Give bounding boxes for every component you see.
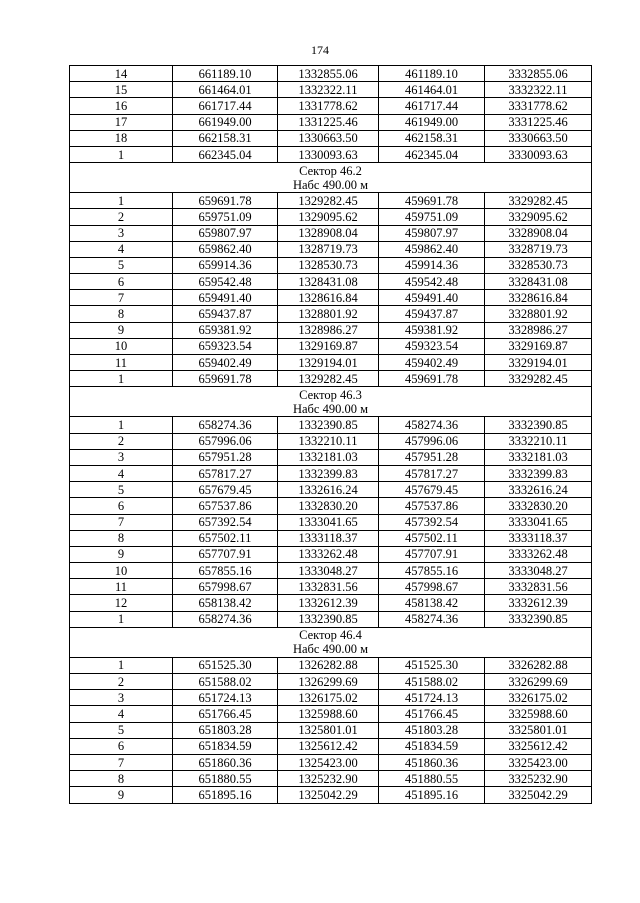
y-local-cell: 3328986.27 bbox=[485, 322, 592, 338]
table-row bbox=[70, 355, 592, 371]
x-local-cell: 451803.28 bbox=[379, 722, 485, 738]
x-local-cell: 459402.49 bbox=[379, 355, 485, 371]
x-coordinate-cell: 659691.78 bbox=[173, 193, 278, 209]
sector-header-cell bbox=[70, 627, 592, 657]
y-local-cell: 3326282.88 bbox=[485, 657, 592, 673]
point-number-cell: 8 bbox=[70, 530, 173, 546]
y-coordinate-cell: 1326299.69 bbox=[278, 674, 379, 690]
table-row bbox=[70, 722, 592, 738]
y-local-cell: 3328801.92 bbox=[485, 306, 592, 322]
y-coordinate-cell: 1332399.83 bbox=[278, 465, 379, 481]
y-coordinate-cell: 1325988.60 bbox=[278, 706, 379, 722]
y-coordinate-cell: 1330663.50 bbox=[278, 130, 379, 146]
point-number-cell: 1 bbox=[70, 371, 173, 387]
x-coordinate-cell: 659807.97 bbox=[173, 225, 278, 241]
x-local-cell: 457537.86 bbox=[379, 498, 485, 514]
point-number-cell: 4 bbox=[70, 465, 173, 481]
x-coordinate-cell: 651860.36 bbox=[173, 754, 278, 770]
y-coordinate-cell: 1326282.88 bbox=[278, 657, 379, 673]
y-local-cell: 3326175.02 bbox=[485, 690, 592, 706]
y-coordinate-cell: 1329169.87 bbox=[278, 338, 379, 354]
y-local-cell: 3328530.73 bbox=[485, 257, 592, 273]
y-local-cell: 3333048.27 bbox=[485, 563, 592, 579]
table-row bbox=[70, 66, 592, 82]
sector-header-cell bbox=[70, 163, 592, 193]
y-coordinate-cell: 1333041.65 bbox=[278, 514, 379, 530]
x-local-cell: 459542.48 bbox=[379, 274, 485, 290]
point-number-cell: 9 bbox=[70, 787, 173, 803]
x-local-cell: 458274.36 bbox=[379, 417, 485, 433]
table-row bbox=[70, 146, 592, 162]
y-local-cell: 3325988.60 bbox=[485, 706, 592, 722]
point-number-cell: 11 bbox=[70, 579, 173, 595]
y-local-cell: 3331778.62 bbox=[485, 98, 592, 114]
table-row bbox=[70, 338, 592, 354]
y-local-cell: 3328719.73 bbox=[485, 241, 592, 257]
sector-title: Сектор 46.4 bbox=[299, 628, 362, 643]
y-coordinate-cell: 1329194.01 bbox=[278, 355, 379, 371]
point-number-cell: 17 bbox=[70, 114, 173, 130]
x-local-cell: 451724.13 bbox=[379, 690, 485, 706]
table-row bbox=[70, 563, 592, 579]
x-coordinate-cell: 651895.16 bbox=[173, 787, 278, 803]
table-row bbox=[70, 787, 592, 803]
table-row bbox=[70, 706, 592, 722]
x-coordinate-cell: 651525.30 bbox=[173, 657, 278, 673]
x-local-cell: 459323.54 bbox=[379, 338, 485, 354]
point-number-cell: 12 bbox=[70, 595, 173, 611]
y-local-cell: 3328616.84 bbox=[485, 290, 592, 306]
x-coordinate-cell: 662345.04 bbox=[173, 146, 278, 162]
table-row bbox=[70, 482, 592, 498]
x-coordinate-cell: 657707.91 bbox=[173, 546, 278, 562]
x-coordinate-cell: 651834.59 bbox=[173, 738, 278, 754]
x-coordinate-cell: 661189.10 bbox=[173, 66, 278, 82]
x-coordinate-cell: 658274.36 bbox=[173, 417, 278, 433]
x-coordinate-cell: 651766.45 bbox=[173, 706, 278, 722]
point-number-cell: 14 bbox=[70, 66, 173, 82]
x-coordinate-cell: 657679.45 bbox=[173, 482, 278, 498]
x-coordinate-cell: 651803.28 bbox=[173, 722, 278, 738]
x-local-cell: 451766.45 bbox=[379, 706, 485, 722]
table-row bbox=[70, 690, 592, 706]
x-local-cell: 457951.28 bbox=[379, 449, 485, 465]
y-coordinate-cell: 1332390.85 bbox=[278, 611, 379, 627]
y-local-cell: 3333118.37 bbox=[485, 530, 592, 546]
y-coordinate-cell: 1332210.11 bbox=[278, 433, 379, 449]
x-coordinate-cell: 657951.28 bbox=[173, 449, 278, 465]
sector-elevation: Набс 490.00 м bbox=[292, 401, 369, 416]
y-local-cell: 3332830.20 bbox=[485, 498, 592, 514]
point-number-cell: 8 bbox=[70, 771, 173, 787]
point-number-cell: 10 bbox=[70, 563, 173, 579]
x-coordinate-cell: 661717.44 bbox=[173, 98, 278, 114]
x-coordinate-cell: 657392.54 bbox=[173, 514, 278, 530]
x-local-cell: 459381.92 bbox=[379, 322, 485, 338]
y-local-cell: 3332390.85 bbox=[485, 611, 592, 627]
point-number-cell: 3 bbox=[70, 225, 173, 241]
point-number-cell: 4 bbox=[70, 706, 173, 722]
x-local-cell: 457817.27 bbox=[379, 465, 485, 481]
x-coordinate-cell: 659691.78 bbox=[173, 371, 278, 387]
x-coordinate-cell: 651588.02 bbox=[173, 674, 278, 690]
y-local-cell: 3330663.50 bbox=[485, 130, 592, 146]
y-coordinate-cell: 1332181.03 bbox=[278, 449, 379, 465]
point-number-cell: 9 bbox=[70, 322, 173, 338]
point-number-cell: 10 bbox=[70, 338, 173, 354]
y-coordinate-cell: 1328908.04 bbox=[278, 225, 379, 241]
table-row bbox=[70, 241, 592, 257]
x-local-cell: 461949.00 bbox=[379, 114, 485, 130]
table-row bbox=[70, 449, 592, 465]
coordinates-table bbox=[69, 65, 592, 804]
point-number-cell: 4 bbox=[70, 241, 173, 257]
y-local-cell: 3332322.11 bbox=[485, 82, 592, 98]
sector-header-row bbox=[70, 163, 592, 193]
y-local-cell: 3325612.42 bbox=[485, 738, 592, 754]
y-coordinate-cell: 1329282.45 bbox=[278, 371, 379, 387]
y-local-cell: 3329095.62 bbox=[485, 209, 592, 225]
x-local-cell: 457998.67 bbox=[379, 579, 485, 595]
table-row bbox=[70, 274, 592, 290]
table-row bbox=[70, 306, 592, 322]
y-local-cell: 3333262.48 bbox=[485, 546, 592, 562]
point-number-cell: 3 bbox=[70, 449, 173, 465]
y-local-cell: 3332390.85 bbox=[485, 417, 592, 433]
point-number-cell: 9 bbox=[70, 546, 173, 562]
point-number-cell: 1 bbox=[70, 417, 173, 433]
y-local-cell: 3325801.01 bbox=[485, 722, 592, 738]
y-coordinate-cell: 1330093.63 bbox=[278, 146, 379, 162]
y-coordinate-cell: 1333048.27 bbox=[278, 563, 379, 579]
point-number-cell: 1 bbox=[70, 657, 173, 673]
x-local-cell: 461464.01 bbox=[379, 82, 485, 98]
table-row bbox=[70, 322, 592, 338]
x-local-cell: 451880.55 bbox=[379, 771, 485, 787]
x-coordinate-cell: 659751.09 bbox=[173, 209, 278, 225]
page-number: 174 bbox=[311, 43, 329, 57]
x-local-cell: 451588.02 bbox=[379, 674, 485, 690]
x-local-cell: 459691.78 bbox=[379, 371, 485, 387]
y-coordinate-cell: 1326175.02 bbox=[278, 690, 379, 706]
y-local-cell: 3329282.45 bbox=[485, 193, 592, 209]
x-coordinate-cell: 651724.13 bbox=[173, 690, 278, 706]
y-coordinate-cell: 1328801.92 bbox=[278, 306, 379, 322]
y-local-cell: 3329282.45 bbox=[485, 371, 592, 387]
x-coordinate-cell: 661464.01 bbox=[173, 82, 278, 98]
x-local-cell: 457502.11 bbox=[379, 530, 485, 546]
table-row bbox=[70, 290, 592, 306]
table-row bbox=[70, 417, 592, 433]
y-coordinate-cell: 1332612.39 bbox=[278, 595, 379, 611]
y-coordinate-cell: 1332616.24 bbox=[278, 482, 379, 498]
y-coordinate-cell: 1329282.45 bbox=[278, 193, 379, 209]
y-coordinate-cell: 1332322.11 bbox=[278, 82, 379, 98]
table-row bbox=[70, 193, 592, 209]
x-coordinate-cell: 659914.36 bbox=[173, 257, 278, 273]
x-coordinate-cell: 657817.27 bbox=[173, 465, 278, 481]
y-local-cell: 3325232.90 bbox=[485, 771, 592, 787]
x-local-cell: 462158.31 bbox=[379, 130, 485, 146]
x-local-cell: 459807.97 bbox=[379, 225, 485, 241]
x-local-cell: 462345.04 bbox=[379, 146, 485, 162]
table-row bbox=[70, 130, 592, 146]
point-number-cell: 1 bbox=[70, 611, 173, 627]
x-coordinate-cell: 657996.06 bbox=[173, 433, 278, 449]
table-row bbox=[70, 433, 592, 449]
y-coordinate-cell: 1325423.00 bbox=[278, 754, 379, 770]
x-local-cell: 459691.78 bbox=[379, 193, 485, 209]
point-number-cell: 2 bbox=[70, 209, 173, 225]
x-local-cell: 461189.10 bbox=[379, 66, 485, 82]
table-row bbox=[70, 546, 592, 562]
y-local-cell: 3326299.69 bbox=[485, 674, 592, 690]
x-local-cell: 457679.45 bbox=[379, 482, 485, 498]
table-row bbox=[70, 498, 592, 514]
table-row bbox=[70, 465, 592, 481]
point-number-cell: 6 bbox=[70, 274, 173, 290]
sector-title: Сектор 46.2 bbox=[299, 163, 362, 178]
y-coordinate-cell: 1333118.37 bbox=[278, 530, 379, 546]
y-coordinate-cell: 1325612.42 bbox=[278, 738, 379, 754]
x-local-cell: 459437.87 bbox=[379, 306, 485, 322]
y-coordinate-cell: 1333262.48 bbox=[278, 546, 379, 562]
point-number-cell: 1 bbox=[70, 193, 173, 209]
x-local-cell: 461717.44 bbox=[379, 98, 485, 114]
x-local-cell: 459751.09 bbox=[379, 209, 485, 225]
point-number-cell: 2 bbox=[70, 433, 173, 449]
x-local-cell: 451860.36 bbox=[379, 754, 485, 770]
table-row bbox=[70, 738, 592, 754]
point-number-cell: 5 bbox=[70, 482, 173, 498]
table-row bbox=[70, 674, 592, 690]
point-number-cell: 7 bbox=[70, 514, 173, 530]
sector-elevation: Набс 490.00 м bbox=[292, 642, 369, 657]
table-row bbox=[70, 611, 592, 627]
point-number-cell: 5 bbox=[70, 722, 173, 738]
x-coordinate-cell: 659323.54 bbox=[173, 338, 278, 354]
y-coordinate-cell: 1329095.62 bbox=[278, 209, 379, 225]
y-coordinate-cell: 1328530.73 bbox=[278, 257, 379, 273]
point-number-cell: 15 bbox=[70, 82, 173, 98]
x-local-cell: 459914.36 bbox=[379, 257, 485, 273]
x-local-cell: 459491.40 bbox=[379, 290, 485, 306]
y-coordinate-cell: 1325801.01 bbox=[278, 722, 379, 738]
table-row bbox=[70, 754, 592, 770]
sector-header-row bbox=[70, 387, 592, 417]
x-coordinate-cell: 657502.11 bbox=[173, 530, 278, 546]
table-row bbox=[70, 98, 592, 114]
y-local-cell: 3329169.87 bbox=[485, 338, 592, 354]
y-local-cell: 3328908.04 bbox=[485, 225, 592, 241]
y-coordinate-cell: 1332830.20 bbox=[278, 498, 379, 514]
y-local-cell: 3332181.03 bbox=[485, 449, 592, 465]
point-number-cell: 6 bbox=[70, 738, 173, 754]
y-coordinate-cell: 1325042.29 bbox=[278, 787, 379, 803]
coordinates-table-body bbox=[70, 66, 592, 804]
point-number-cell: 3 bbox=[70, 690, 173, 706]
x-local-cell: 457707.91 bbox=[379, 546, 485, 562]
table-row bbox=[70, 225, 592, 241]
y-local-cell: 3333041.65 bbox=[485, 514, 592, 530]
table-row bbox=[70, 771, 592, 787]
y-local-cell: 3332831.56 bbox=[485, 579, 592, 595]
y-coordinate-cell: 1331778.62 bbox=[278, 98, 379, 114]
x-coordinate-cell: 659862.40 bbox=[173, 241, 278, 257]
x-coordinate-cell: 657855.16 bbox=[173, 563, 278, 579]
table-row bbox=[70, 82, 592, 98]
x-coordinate-cell: 662158.31 bbox=[173, 130, 278, 146]
x-local-cell: 451834.59 bbox=[379, 738, 485, 754]
sector-header-cell bbox=[70, 387, 592, 417]
x-local-cell: 451895.16 bbox=[379, 787, 485, 803]
y-coordinate-cell: 1332855.06 bbox=[278, 66, 379, 82]
x-coordinate-cell: 658138.42 bbox=[173, 595, 278, 611]
point-number-cell: 7 bbox=[70, 290, 173, 306]
table-row bbox=[70, 371, 592, 387]
x-coordinate-cell: 659542.48 bbox=[173, 274, 278, 290]
sector-header-row bbox=[70, 627, 592, 657]
y-local-cell: 3325042.29 bbox=[485, 787, 592, 803]
y-local-cell: 3332855.06 bbox=[485, 66, 592, 82]
table-row bbox=[70, 114, 592, 130]
y-coordinate-cell: 1328719.73 bbox=[278, 241, 379, 257]
table-row bbox=[70, 595, 592, 611]
table-row bbox=[70, 579, 592, 595]
x-local-cell: 458138.42 bbox=[379, 595, 485, 611]
point-number-cell: 16 bbox=[70, 98, 173, 114]
y-coordinate-cell: 1331225.46 bbox=[278, 114, 379, 130]
x-local-cell: 457996.06 bbox=[379, 433, 485, 449]
y-local-cell: 3328431.08 bbox=[485, 274, 592, 290]
sector-elevation: Набс 490.00 м bbox=[292, 177, 369, 192]
x-local-cell: 457392.54 bbox=[379, 514, 485, 530]
y-local-cell: 3332612.39 bbox=[485, 595, 592, 611]
x-coordinate-cell: 659437.87 bbox=[173, 306, 278, 322]
y-local-cell: 3332399.83 bbox=[485, 465, 592, 481]
y-coordinate-cell: 1325232.90 bbox=[278, 771, 379, 787]
x-coordinate-cell: 659402.49 bbox=[173, 355, 278, 371]
x-local-cell: 459862.40 bbox=[379, 241, 485, 257]
y-local-cell: 3329194.01 bbox=[485, 355, 592, 371]
point-number-cell: 18 bbox=[70, 130, 173, 146]
table-row bbox=[70, 209, 592, 225]
y-local-cell: 3331225.46 bbox=[485, 114, 592, 130]
x-coordinate-cell: 659491.40 bbox=[173, 290, 278, 306]
x-coordinate-cell: 659381.92 bbox=[173, 322, 278, 338]
x-local-cell: 451525.30 bbox=[379, 657, 485, 673]
point-number-cell: 7 bbox=[70, 754, 173, 770]
x-coordinate-cell: 657998.67 bbox=[173, 579, 278, 595]
x-coordinate-cell: 658274.36 bbox=[173, 611, 278, 627]
point-number-cell: 5 bbox=[70, 257, 173, 273]
sector-title: Сектор 46.3 bbox=[299, 387, 362, 402]
y-coordinate-cell: 1328431.08 bbox=[278, 274, 379, 290]
table-row bbox=[70, 514, 592, 530]
table-row bbox=[70, 657, 592, 673]
point-number-cell: 1 bbox=[70, 146, 173, 162]
table-row bbox=[70, 530, 592, 546]
point-number-cell: 8 bbox=[70, 306, 173, 322]
x-coordinate-cell: 651880.55 bbox=[173, 771, 278, 787]
point-number-cell: 6 bbox=[70, 498, 173, 514]
point-number-cell: 11 bbox=[70, 355, 173, 371]
x-coordinate-cell: 657537.86 bbox=[173, 498, 278, 514]
point-number-cell: 2 bbox=[70, 674, 173, 690]
table-row bbox=[70, 257, 592, 273]
y-local-cell: 3330093.63 bbox=[485, 146, 592, 162]
y-coordinate-cell: 1332831.56 bbox=[278, 579, 379, 595]
y-local-cell: 3332210.11 bbox=[485, 433, 592, 449]
y-coordinate-cell: 1328616.84 bbox=[278, 290, 379, 306]
y-coordinate-cell: 1332390.85 bbox=[278, 417, 379, 433]
x-local-cell: 458274.36 bbox=[379, 611, 485, 627]
x-local-cell: 457855.16 bbox=[379, 563, 485, 579]
x-coordinate-cell: 661949.00 bbox=[173, 114, 278, 130]
y-local-cell: 3332616.24 bbox=[485, 482, 592, 498]
y-local-cell: 3325423.00 bbox=[485, 754, 592, 770]
y-coordinate-cell: 1328986.27 bbox=[278, 322, 379, 338]
